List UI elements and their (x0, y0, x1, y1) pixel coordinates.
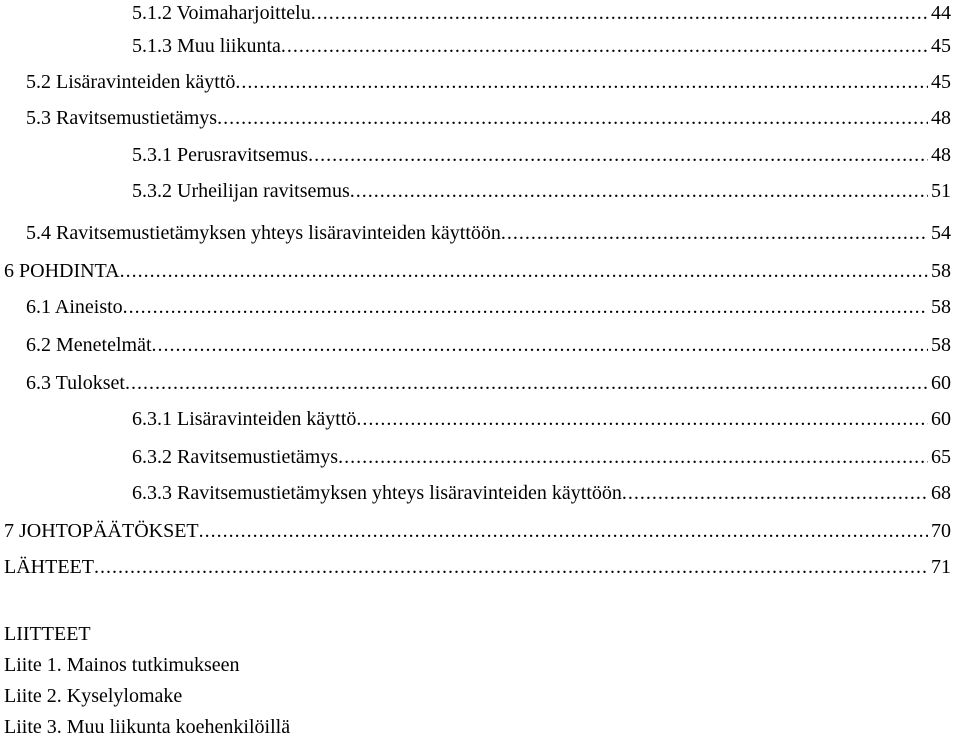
toc-leader-dots (152, 331, 928, 359)
appendix-item[interactable]: Liite 3. Muu liikunta koehenkilöillä (4, 716, 291, 738)
toc-entry-label: 6.2 Menetelmät (26, 334, 152, 356)
toc-entry[interactable] (132, 479, 951, 507)
toc-leader-dots (94, 553, 928, 581)
toc-entry[interactable] (132, 443, 951, 471)
toc-entry-page: 71 (931, 556, 951, 578)
toc-entry-label: 5.3.1 Perusravitsemus (132, 144, 309, 166)
toc-entry-page: 70 (931, 520, 951, 542)
toc-leader-dots (235, 68, 928, 96)
toc-entry[interactable] (132, 141, 951, 169)
toc-leader-dots (199, 517, 928, 545)
toc-leader-dots (350, 177, 928, 205)
appendix-item[interactable]: Liite 1. Mainos tutkimukseen (4, 654, 240, 676)
toc-entry[interactable] (132, 32, 951, 60)
toc-entry[interactable] (26, 331, 951, 359)
toc-leader-dots (308, 141, 928, 169)
toc-entry[interactable] (26, 369, 951, 397)
toc-entry-label: 5.1.3 Muu liikunta (132, 35, 281, 57)
toc-entry-label: 5.1.2 Voimaharjoittelu (132, 2, 311, 24)
toc-leader-dots (123, 293, 928, 321)
toc-entry-label: 5.3.2 Urheilijan ravitsemus (132, 180, 350, 202)
toc-entry-page: 48 (931, 107, 951, 129)
toc-leader-dots (311, 0, 928, 27)
toc-entry-label: 6.3.2 Ravitsemustietämys (132, 446, 339, 468)
toc-leader-dots (217, 104, 928, 132)
toc-leader-dots (125, 369, 928, 397)
toc-entry[interactable] (26, 293, 951, 321)
toc-entry-page: 58 (931, 334, 951, 356)
toc-entry[interactable] (132, 0, 951, 27)
toc-entry-page: 68 (931, 482, 951, 504)
toc-leader-dots (622, 479, 928, 507)
toc-entry-label: 6.3 Tulokset (26, 372, 125, 394)
toc-entry-page: 44 (931, 2, 951, 24)
toc-leader-dots (281, 32, 928, 60)
toc-entry-page: 60 (931, 408, 951, 430)
toc-entry[interactable] (132, 177, 951, 205)
toc-leader-dots (501, 219, 928, 247)
toc-entry[interactable] (26, 104, 951, 132)
toc-entry-page: 60 (931, 372, 951, 394)
toc-entry[interactable] (26, 219, 951, 247)
toc-entry-label: 5.3 Ravitsemustietämys (26, 107, 218, 129)
toc-entry-label: 7 JOHTOPÄÄTÖKSET (4, 520, 199, 542)
appendix-item[interactable]: Liite 2. Kyselylomake (4, 685, 183, 707)
toc-leader-dots (356, 405, 928, 433)
toc-entry[interactable] (4, 553, 951, 581)
toc-entry-label: 6.3.1 Lisäravinteiden käyttö (132, 408, 357, 430)
toc-entry-page: 65 (931, 446, 951, 468)
toc-entry[interactable] (26, 68, 951, 96)
toc-entry-label: 6.1 Aineisto (26, 296, 123, 318)
toc-entry[interactable] (4, 517, 951, 545)
toc-entry-page: 58 (931, 296, 951, 318)
toc-leader-dots (120, 257, 928, 285)
toc-entry-page: 45 (931, 35, 951, 57)
toc-entry-page: 45 (931, 71, 951, 93)
toc-entry-page: 58 (931, 260, 951, 282)
toc-entry-page: 54 (931, 222, 951, 244)
toc-entry-label: LÄHTEET (4, 556, 94, 578)
toc-entry[interactable] (132, 405, 951, 433)
toc-entry-label: 5.4 Ravitsemustietämyksen yhteys lisäravinteiden käyttöön (26, 222, 501, 244)
toc-entry-page: 48 (931, 144, 951, 166)
appendix-heading: LIITTEET (4, 623, 91, 645)
toc-entry-label: 5.2 Lisäravinteiden käyttö (26, 71, 236, 93)
toc-entry[interactable] (4, 257, 951, 285)
toc-entry-page: 51 (931, 180, 951, 202)
toc-leader-dots (338, 443, 928, 471)
toc-entry-label: 6.3.3 Ravitsemustietämyksen yhteys lisäravinteiden käyttöön (132, 482, 622, 504)
toc-entry-label: 6 POHDINTA (4, 260, 120, 282)
